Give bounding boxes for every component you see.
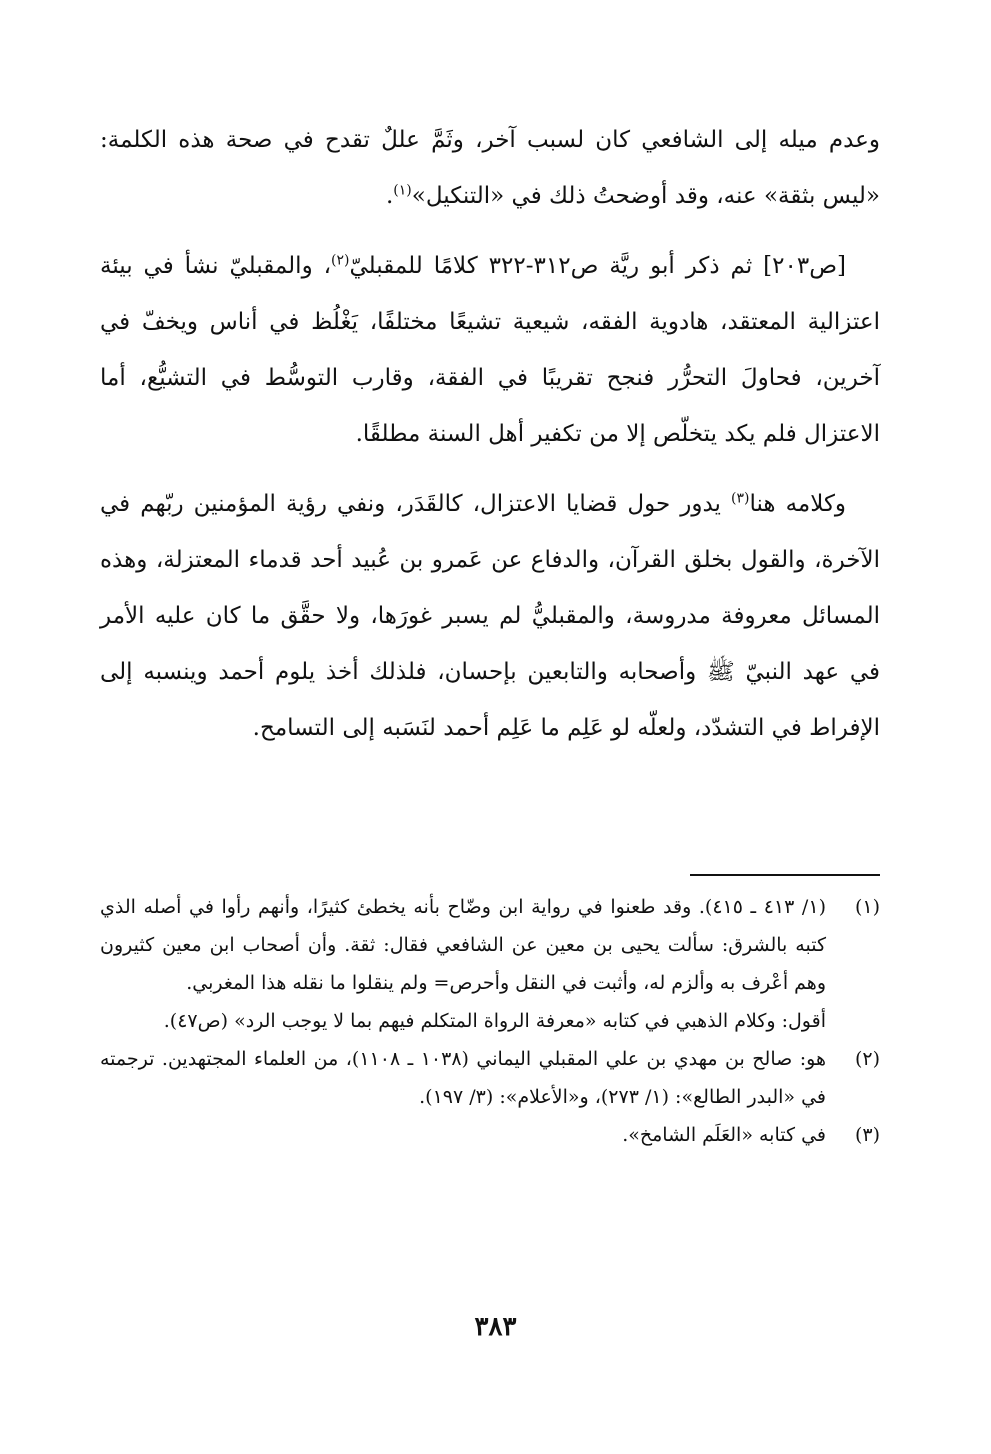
footnote-body	[100, 888, 826, 1040]
footnote-separator	[690, 874, 880, 876]
paragraph-2-text-2: ، والمقبليّ نشأ في بيئة اعتزالية المعتقد، هادوية الفقه، شيعية تشيعًا مختلفًا، يَغْلُظ في أناس ويخفّ في آخرين، فحاولَ التحرُّر فنجح تقريبًا في الفقة، وقارب التوسُّط في التشيُّع، أما الاعتزال فلم يكد يتخلّص إلا من تكفير أهل السنة مطلقًا.	[100, 253, 880, 447]
paragraph-2	[100, 238, 880, 462]
footnote-line: أقول: وكلام الذهبي في كتابه «معرفة الرواة المتكلم فيهم بما لا يوجب الرد» (ص٤٧).	[163, 1010, 826, 1032]
paragraph-1-text-1: وعدم ميله إلى الشافعي كان لسبب آخر، وثَمَّ عللٌ تقدح في صحة هذه الكلمة: «ليس بثقة» عنه، وقد أوضحتُ ذلك في «التنكيل»	[100, 127, 880, 209]
footnote-ref-3[interactable]: (٣)	[730, 490, 750, 507]
page-number: ٣٨٣	[474, 1312, 517, 1342]
paragraph-2-text-1: [ص٢٠٣] ثم ذكر أبو ريَّة ص٣١٢-٣٢٢ كلامًا للمقبليّ	[349, 253, 846, 279]
footnotes	[100, 888, 880, 1154]
paragraph-3	[100, 476, 880, 756]
footnote-line: هو: صالح بن مهدي بن علي المقبلي اليماني (١٠٣٨ ـ ١١٠٨)، من العلماء المجتهدين. ترجمته في «البدر الطالع»: (١/ ٢٧٣)، و«الأعلام»: (٣/ ١٩٧).	[100, 1048, 826, 1108]
footnote-line: في كتابه «العَلَم الشامخ».	[622, 1124, 826, 1146]
footnote-ref-1[interactable]: (١)	[393, 182, 412, 199]
footnote-line: (١/ ٤١٣ ـ ٤١٥). وقد طعنوا في رواية ابن وضّاح بأنه يخطئ كثيرًا، وأنهم رأوا في أصله الذي كتبه بالشرق: سألت يحيى بن معين عن الشافعي فقال: ثقة. وأن أصحاب ابن معين كثيرون وهم أعْرف به وألزم له، وأثبت في النقل وأحرص= ولم ينقلوا ما نقله هذا المغربي.	[100, 896, 826, 994]
footnote-body	[100, 1116, 826, 1154]
paragraph-1	[100, 112, 880, 224]
main-text	[100, 112, 880, 756]
paragraph-1-text-2: .	[385, 183, 394, 209]
footnote-number: (٢)	[854, 1048, 880, 1070]
footnote-2	[100, 1040, 880, 1116]
footnote-number: (٣)	[854, 1124, 880, 1146]
footnote-1	[100, 888, 880, 1040]
footnote-3	[100, 1116, 880, 1154]
footnote-number: (١)	[854, 896, 880, 918]
footnote-body	[100, 1040, 826, 1116]
footnote-ref-2[interactable]: (٢)	[331, 252, 350, 269]
paragraph-3-text-1: وكلامه هنا	[749, 491, 847, 517]
paragraph-3-text-2: يدور حول قضايا الاعتزال، كالقَدَر، ونفي رؤية المؤمنين ربّهم في الآخرة، والقول بخلق القرآن، والدفاع عن عَمرو بن عُبيد أحد قدماء المعتزلة، وهذه المسائل معروفة مدروسة، والمقبليُّ لم يسبر غورَها، ولا حقَّق ما كان عليه الأمر في عهد النبيّ ﷺ وأصحابه والتابعين بإحسان، فلذلك أخذ يلوم أحمد وينسبه إلى الإفراط في التشدّد، ولعلّه لو عَلِم ما عَلِم أحمد لنَسَبه إلى التسامح.	[100, 491, 880, 741]
